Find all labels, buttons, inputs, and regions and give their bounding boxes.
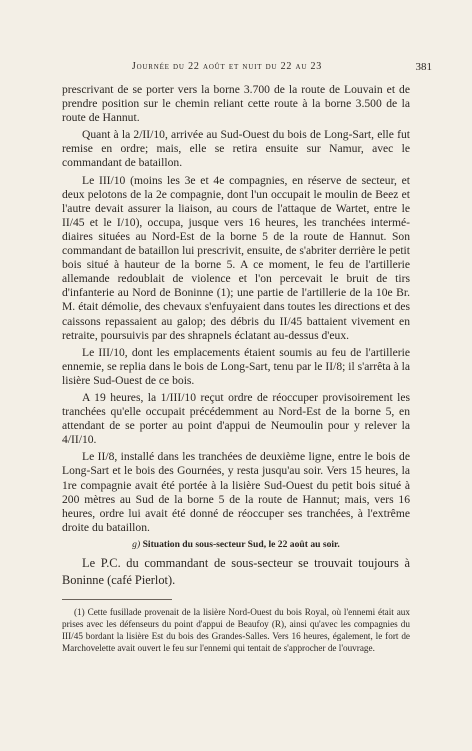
section-title: Situation du sous-secteur Sud, le 22 août au soir. xyxy=(142,538,340,550)
footnote xyxy=(62,606,410,654)
footnote-rule xyxy=(62,599,172,600)
section-heading xyxy=(62,538,410,552)
paragraph-4: Le III/10, dont les emplacements étaient soumis au feu de l'artillerie ennemie, se replia dans le bois de Long-Sart, tenu par le II/8; il s'arrêta à la lisière Sud-Ouest de ce bois. xyxy=(62,345,410,387)
section-number: g) xyxy=(132,538,141,550)
paragraph-3: Le III/10 (moins les 3e et 4e compagnies, en réserve de secteur, et deux pelotons de la 2e compagnie, dont l'un occupait le moulin de Beez et l'autre devait assurer la liaison, au cours de l'attaque de Wartet, entre le II/45 et le I/10), occupa, jusque vers 16 heures, les tranchées intermédiaires situées au Nord-Est de la borne 5 de la route de Hannut. Son commandant de bataillon lui prescrivit, ensuite, de s'abriter derrière le petit bois situé à hauteur de la borne 5. A ce moment, le feu de l'artillerie allemande redoublait de violence et l'on percevait le bruit de tirs d'infanterie au Nord de Boninne (1); une partie de l'artillerie de la 10e Br. M. était démolie, des chevaux s'enfuyaient dans toutes les directions et des caissons repassaient au galop; des débris du II/45 battaient vivement en retraite, poursuivis par des shrapnels éclatant au-dessus d'eux. xyxy=(62,173,410,342)
running-title: Journée du 22 août et nuit du 22 au 23 xyxy=(131,61,323,72)
closing-paragraph: Le P.C. du commandant de sous-secteur se trouvait toujours à Boninne (café Pierlot). xyxy=(62,556,410,587)
paragraph-1: prescrivant de se porter vers la borne 3.700 de la route de Louvain et de prendre position sur le chemin reliant cette route à la borne 3.500 de la route de Hannut. xyxy=(62,83,410,125)
paragraph-5: A 19 heures, la 1/III/10 reçut ordre de réoccuper provisoirement les tranchées qu'elle occupait précédemment au Nord-Est de la borne 5, en attendant de se porter au point d'appui de Neumoulin pour y relever la 4/II/10. xyxy=(62,390,410,447)
paragraph-6: Le II/8, installé dans les tranchées de deuxième ligne, entre le bois de Long-Sart et le bois des Gournées, y resta jusqu'au soir. Vers 15 heures, la 1re compagnie avait été portée à la lisière Sud-Ouest du petit bois situé à 200 mètres au Sud de la borne 5 de la route de Hannut; mais, vers 16 heures, ordre lui avait été donné de réoccuper ses tranchées, à l'extrême droite du bataillon. xyxy=(62,450,410,534)
footnote-text: (1) Cette fusillade provenait de la lisière Nord-Ouest du bois Royal, où l'ennemi était aux prises avec les défenseurs du point d'appui de Beaufoy (R), ainsi qu'avec les compagnies du III/45 bordant la lisière Est du bois des Grandes-Salles. Vers 16 heures, également, le fort de Marchovelette avait ouvert le feu sur l'ennemi qui tentait de s'approcher de l'ouvrage. xyxy=(62,607,410,654)
body-text xyxy=(62,83,410,591)
running-header xyxy=(62,61,432,75)
paragraph-2: Quant à la 2/II/10, arrivée au Sud-Ouest du bois de Long-Sart, elle fut remise en ordre; mais, elle se retira ensuite sur Namur, avec le commandant de bataillon. xyxy=(62,128,410,170)
page-number: 381 xyxy=(415,61,432,73)
